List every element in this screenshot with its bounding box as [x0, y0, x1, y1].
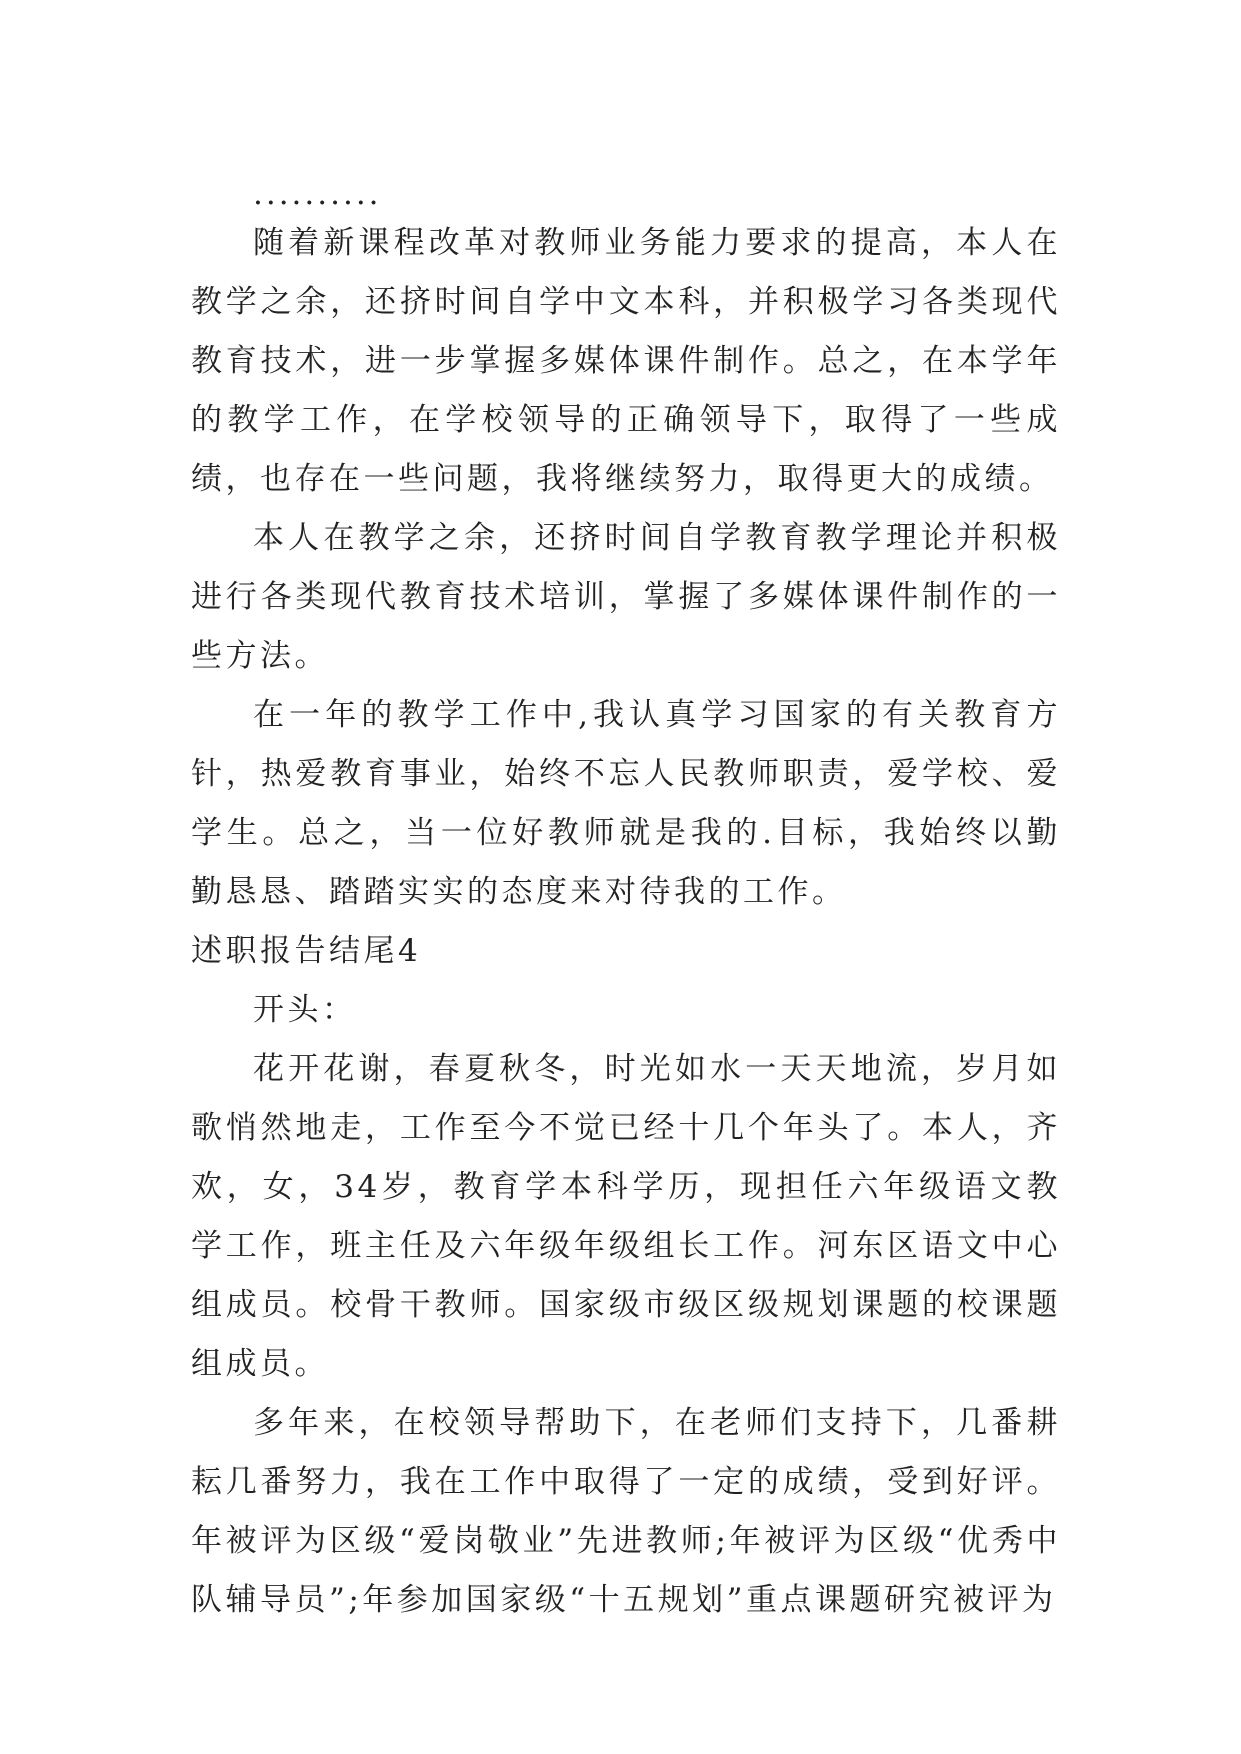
document-page: [191, 174, 1061, 1630]
paragraph-3: 在一年的教学工作中,我认真学习国家的有关教育方针，热爱教育事业，始终不忘人民教师职责，爱学校、爱学生。总之，当一位好教师就是我的.目标，我始终以勤勤恳恳、踏踏实实的态度来对待我的工作。: [191, 697, 1061, 910]
opening-label: 开头：: [253, 992, 357, 1028]
ellipsis: ..........: [253, 176, 382, 212]
section-heading: 述职报告结尾4: [191, 933, 422, 969]
paragraph-1: 随着新课程改革对教师业务能力要求的提高，本人在教学之余，还挤时间自学中文本科，并积极学习各类现代教育技术，进一步掌握多媒体课件制作。总之，在本学年的教学工作，在学校领导的正确领导下，取得了一些成绩，也存在一些问题，我将继续努力，取得更大的成绩。: [191, 225, 1061, 497]
paragraph-2: 本人在教学之余，还挤时间自学教育教学理论并积极进行各类现代教育技术培训，掌握了多媒体课件制作的一些方法。: [191, 520, 1061, 674]
paragraph-4: 花开花谢，春夏秋冬，时光如水一天天地流，岁月如歌悄然地走，工作至今不觉已经十几个年头了。本人，齐欢，女，34岁，教育学本科学历，现担任六年级语文教学工作，班主任及六年级年级组长工作。河东区语文中心组成员。校骨干教师。国家级市级区级规划课题的校课题组成员。: [191, 1051, 1061, 1382]
paragraph-5: 多年来，在校领导帮助下，在老师们支持下，几番耕耘几番努力，我在工作中取得了一定的成绩，受到好评。年被评为区级“爱岗敬业”先进教师;年被评为区级“优秀中队辅导员”;年参加国家级“十五规划”重点课题研究被评为: [191, 1405, 1061, 1618]
